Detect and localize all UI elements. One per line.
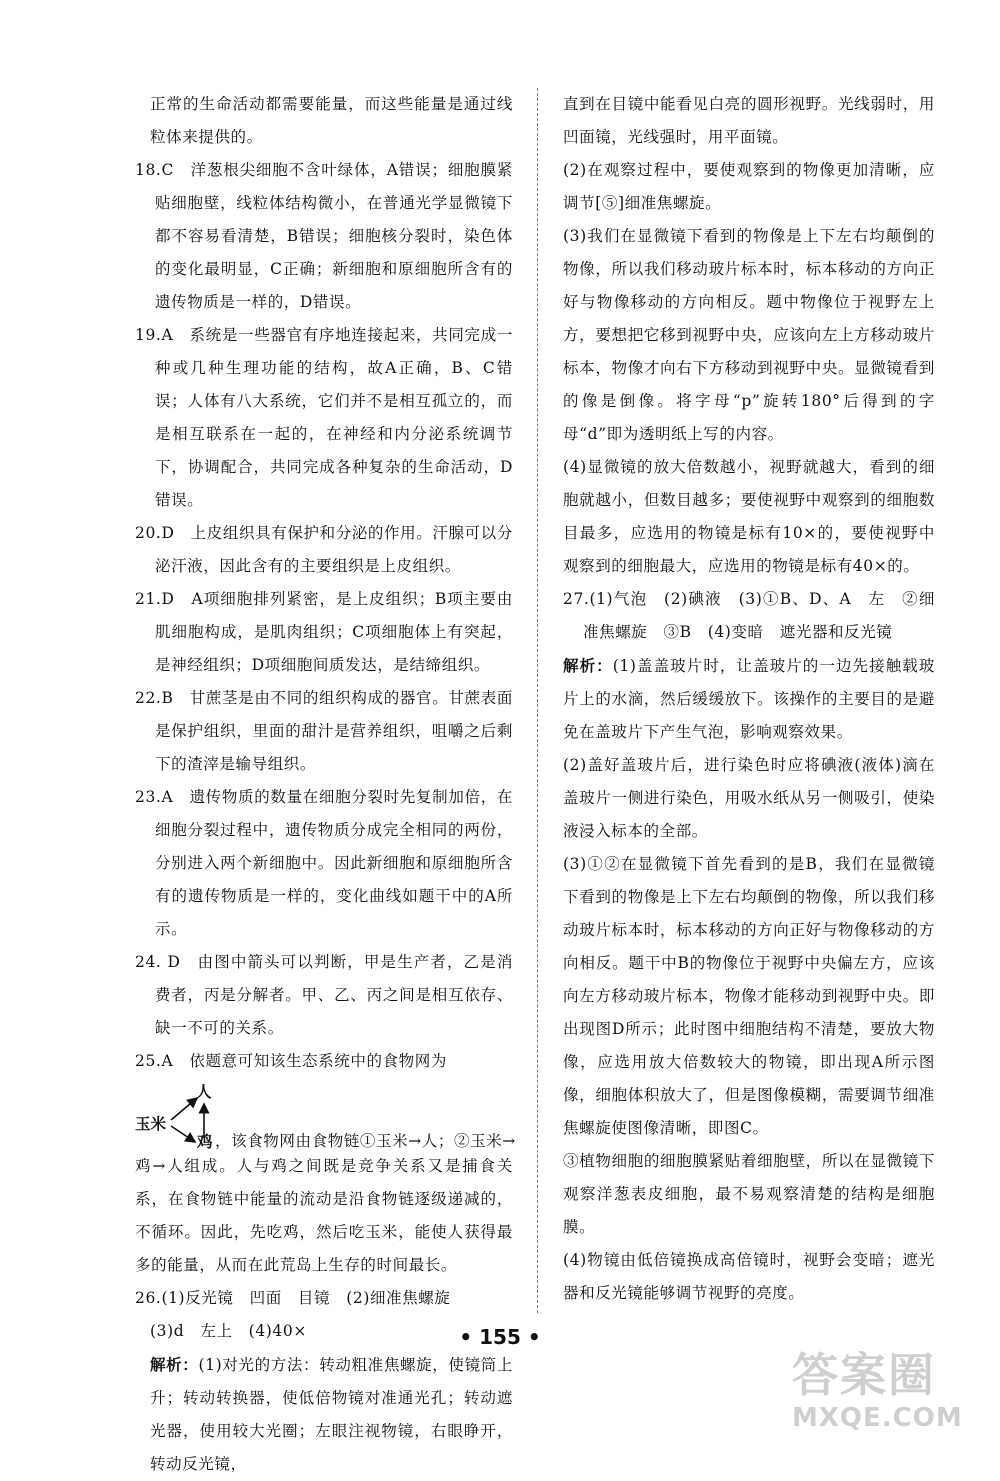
answer-27-expl5: (4)物镜由低倍镜换成高倍镜时，视野会变暗；遮光器和反光镜能够调节视野的亮度。: [563, 1251, 935, 1302]
answer-26-label: 解析：: [150, 1355, 199, 1374]
answer-25-tail: 鸡→人组成。人与鸡之间既是竞争关系又是捕食关系，在食物链中能量的流动是沿食物链逐级递减的，不循环。因此，先吃鸡，然后吃玉米，能使人获得最多的能量，从而在此荒岛上生存的时间最长。: [135, 1157, 513, 1274]
answer-21: 21.D A项细胞排列紧密，是上皮组织；B项主要由肌细胞构成，是肌肉组织；C项细胞体上有突起，是神经组织；D项细胞间质发达，是结缔组织。: [135, 590, 513, 674]
answer-26-line2: (3)d 左上 (4)40×: [150, 1322, 307, 1340]
answer-24: 24. D 由图中箭头可以判断，甲是生产者，乙是消费者，丙是分解者。甲、乙、丙之间是相互依存、缺一不可的关系。: [135, 953, 513, 1037]
answer-20: 20.D 上皮组织具有保护和分泌的作用。汗腺可以分泌汗液，因此含有的主要组织是上皮组织。: [135, 524, 513, 575]
watermark-url: MXQE.COM: [792, 1403, 963, 1433]
answer-18: 18.C 洋葱根尖细胞不含叶绿体，A错误；细胞膜紧贴细胞壁，线粒体结构微小，在普通光学显微镜下都不容易看清楚，B错误；细胞核分裂时，染色体的变化最明显，C正确；新细胞和原细胞所含有的遗传物质是一样的，D错误。: [135, 161, 513, 311]
answer-27-expl4: ③植物细胞的细胞膜紧贴着细胞壁，所以在显微镜下观察洋葱表皮细胞，最不易观察清楚的结构是细胞膜。: [563, 1152, 935, 1236]
answer-26-part2: (2)在观察过程中，要使观察到的物像更加清晰，应调节[⑤]细准焦螺旋。: [563, 161, 935, 212]
answer-26-part3: (3)我们在显微镜下看到的物像是上下左右均颠倒的物像，所以我们移动玻片标本时，标本移动的方向正好与物像移动的方向相反。题中物像位于视野左上方，要想把它移到视野中央，应该向左上方移动玻片标本，物像才向右下方移动到视野中央。显微镜看到的像是倒像。将字母“p”旋转180°后得到的字母“d”即为透明纸上写的内容。: [563, 227, 935, 443]
answer-27-expl1-text: (1)盖盖玻片时，让盖玻片的一边先接触载玻片上的水滴，然后缓缓放下。该操作的主要目的是避免在盖玻片下产生气泡，影响观察效果。: [563, 657, 935, 741]
food-web-corn: 玉米: [135, 1114, 167, 1133]
answer-22: 22.B 甘蔗茎是由不同的组织构成的器官。甘蔗表面是保护组织，里面的甜汁是营养组织，咀嚼之后剩下的渣滓是输导组织。: [135, 689, 513, 773]
answer-26-explanation: [135, 1348, 513, 1481]
watermark-logo: 答案圈: [792, 1348, 936, 1402]
answer-19: 19.A 系统是一些器官有序地连接起来，共同完成一种或几种生理功能的结构，故A正确，B、C错误；人体有八大系统，它们并不是相互孤立的，而是相互联系在一起的，在神经和内分泌系统调节下，协调配合，共同完成各种复杂的生命活动，D错误。: [135, 326, 513, 509]
food-web-person: 人: [196, 1082, 212, 1101]
answer-23: 23.A 遗传物质的数量在细胞分裂时先复制加倍，在细胞分裂过程中，遗传物质分成完全相同的两份，分别进入两个新细胞中。因此新细胞和原细胞所含有的遗传物质是一样的，变化曲线如题干中的A所示。: [135, 788, 513, 938]
answer-25-heading: 25.A 依题意可知该生态系统中的食物网为: [135, 1052, 447, 1070]
food-web-figure: [135, 1082, 516, 1151]
answer-27: 27.(1)气泡 (2)碘液 (3)①B、D、A 左 ②细准焦螺旋 ③B (4)变暗 遮光器和反光镜: [563, 590, 935, 641]
answer-27-expl2: (2)盖好盖玻片后，进行染色时应将碘液(液体)滴在盖玻片一侧进行染色，用吸水纸从另一侧吸引，使染液浸入标本的全部。: [563, 756, 935, 840]
answer-27-expl3: (3)①②在显微镜下首先看到的是B，我们在显微镜下看到的物像是上下左右均颠倒的物像，所以我们移动玻片标本时，标本移动的方向正好与物像移动的方向相反。题干中B的物像位于视野中央偏左方，应该向左方移动玻片标本，物像才能移动到视野中央。即出现图D所示；此时图中细胞结构不清楚，要放大物像，应选用放大倍数较大的物镜，即出现A所示图像，细胞体积放大了，但是图像模糊，需要调节细准焦螺旋使图像清晰，即图C。: [563, 855, 935, 1137]
answer-27-expl1: [563, 649, 935, 749]
column-divider: [537, 88, 538, 1313]
answer-26-expl-text: (1)对光的方法：转动粗准焦螺旋，使镜筒上升；转动转换器，使低倍物镜对准通光孔；转动遮光器，使用较大光圈；左眼注视物镜，右眼睁开，转动反光镜，: [150, 1356, 513, 1473]
intro-paragraph: 正常的生命活动都需要能量，而这些能量是通过线粒体来提供的。: [150, 95, 513, 146]
food-web-chicken: 鸡: [197, 1132, 213, 1151]
page-number: • 155 •: [459, 1325, 541, 1349]
left-column: [135, 88, 516, 1481]
answer-26-line1: 26.(1)反光镜 凹面 目镜 (2)细准焦螺旋: [135, 1289, 451, 1307]
right-column: [563, 88, 935, 1310]
answer-25-chain-text: ，该食物网由食物链①玉米→人；②玉米→: [215, 1132, 516, 1150]
answer-26-cont: 直到在目镜中能看见白亮的圆形视野。光线弱时，用凹面镜，光线强时，用平面镜。: [563, 95, 935, 146]
watermark: [792, 1347, 982, 1442]
answer-26-part4: (4)显微镜的放大倍数越小，视野就越大，看到的细胞就越小，但数目越多；要使视野中观察到的细胞数目最多，应选用的物镜是标有10×的，要使视野中观察到的细胞最大，应选用的物镜是标有40×的。: [563, 458, 935, 575]
answer-27-label: 解析：: [563, 656, 613, 675]
